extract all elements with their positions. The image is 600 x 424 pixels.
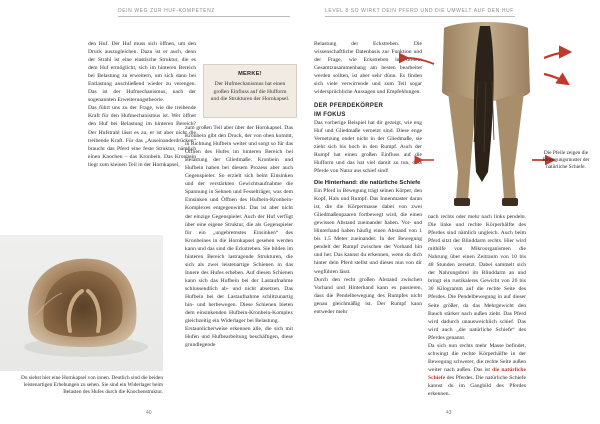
left-column-1-text: den Huf. Der Huf muss sich öffnen, um den Druck auszugleichen. Dazu ist er auch, denn der Strahl ist eine elastische Struktur, die es dem Huf ermöglicht, sich im hinteren Bereich bei Belastung zu erweitern, um sich dann bei Entlastung anschließend wieder zu verengen. Das ist der Hufmechanismus, nach der sogenannten Erweiterungstheorie. Das führt uns zu der Frage, wie die treibende Kraft für den Hufmechanismus ist. Wer öffnet den Huf bei Belastung im hinteren Bereich? Der Hufstrahl lässt es zu, er ist aber nicht die treibende Kraft. Für das „Auseinanderdrücken“ braucht das Pferd eine feste Struktur, nämlich einen Knochen – das Kronbein. Das Kronbein liegt zum kleinen Teil in der Hornkapsel, bbox=[88, 41, 196, 168]
right-page-column-2 bbox=[428, 213, 526, 398]
right-column-2-text: nach rechts oder mehr nach links pendeln. Die linke und rechte Körperhälfte des Pferdes sind nämlich ungleich. Auch beim Pferd sitzt der Blinddarm rechts. Hier wird mithilfe von Mikroorganismen die Nahrung über einen Zeitraum von 10 bis 48 Stunden zersetzt. Dabei sammelt sich der Nahrungsbrei im Blinddarm an und bringt ein rustikaleres Gewicht von 20 bis 30 Kilogramm auf die rechte Seite des Pferdes. Die Pendelbewegung in auf dieser Seite größer, da das Mehrgewicht den Bauch stärker nach außen zieht. Das Pferd wird dadurch unausweichlich schief. Das wird auch „die natürliche Schiefe“ des Pferdes genannt. Da sich nun rechts mehr Masse befindet, schwingt die rechte Körperhälfte in der Bewegung schwerer, die rechte Seite außen weiter nach außen. Das ist die natürliche Schiefe des Pferdes. Die natürliche Schiefe kannst du im Gangbild des Pferdes erkennen. bbox=[428, 214, 526, 398]
left-photo-caption: Du siehst hier eine Hornkapsel von innen. Deutlich sind die beiden leistenartigen Erhebungen zu sehen. Sie sind ein Widerlager beim Belasten des Hufes durch die Knochenstruktur. bbox=[21, 375, 163, 396]
left-page-column-2 bbox=[185, 124, 293, 382]
running-header-left: DEIN WEG ZUR HUF-KOMPETENZ bbox=[118, 8, 215, 14]
header-rule-left bbox=[118, 16, 290, 17]
section-heading-line1: DER PFERDEKÖRPER bbox=[314, 103, 384, 110]
merke-title: MERKE! bbox=[238, 71, 262, 77]
hoof-capsule-photo bbox=[0, 235, 163, 371]
page-number-right: 43 bbox=[446, 410, 452, 416]
left-page-column-1 bbox=[88, 40, 196, 232]
right-intro-text: Belastung der Eckstreben. Die wissenschaftliche Datenbasis zur Funktion und der Frage, wie Eckstreben in diesem Gesamtzusammenhang am besten bearbeitet werden sollten, ist aber sehr dünn. Es finden sich viele verwirrende und zum Teil sogar widersprüchliche Aussagen und Empfehlungen. bbox=[314, 41, 422, 96]
merke-text: Der Hufmechanismus hat einen großen Einfluss auf die Hufform und die Strukturen der Hornkapsel. bbox=[210, 81, 290, 103]
subsection-body-text: Ein Pferd in Bewegung trägt seinen Körper, den Kopf, Hals und Rumpf. Das Innenmaster daran ist, die die Körpermasse dabei von zwei Gliedmaßenpaaren fortbewegt wird, die einen gewissen Abstand zueinander haben. Vor- und Hinterhand haben häufig einen Abstand von 1 bis 1.5 Meter zueinander. In der Bewegung pendelt der Rumpf zwischen der Vorhand hin und her. Das kannst du erkennen, wenn du dich hinter dein Pferd stellst und dieses nun von dir wegführen lässt. Durch den recht großen Abstand zwischen Vorhand und Hinterhand kann es passieren, dass die Pendelbewegung des Rumpfes nicht genau gleichmäßig ist. Der Rumpf kann entweder mehr bbox=[314, 188, 422, 315]
arrow-left-upper bbox=[408, 58, 434, 64]
horse-right-hoof bbox=[502, 198, 518, 206]
page-number-left: 40 bbox=[146, 410, 152, 416]
section-heading-line2: IM FOKUS bbox=[314, 111, 346, 118]
hoof-capsule-illustration bbox=[0, 235, 163, 371]
merke-box bbox=[203, 64, 297, 118]
arrow-right-upper bbox=[544, 52, 570, 58]
highlighted-phrase: die natürliche Schiefe bbox=[428, 366, 526, 381]
left-column-2-text: zum großen Teil aber über der Hornkapsel. Das Kronbein gibt den Druck, der von oben kommt, in Richtung Hufbein weiter und sorgt so für das Öffnen des Hufes im hinteren Bereich bei Belastung der Gliedmaße. Kronbein und Hufbein haben bei diesem Prozess aber auch Gegenspieler. So erzielt sich beim Einsinken und der verstärkten Gewichtsaufnahme die Spannung in Sehnen und Fesselträger, was dem Einsinken und Öffnen des Hufbein-Kronbein-Komplexes entgegenwirkt. Das ist aber nicht der einzige Gegenspieler. Auch der Huf verfügt über eine eigene Struktur, die als Gegenspieler für ein „ungebremstes Einsinken“ des Kronbeines in die Hornkapsel gesehen werden kann und das sind die Eckstreben. Sie bilden im hinteren Bereich lastragende Strukturen, die sich als zwei leistenartige Schienen in das Innere des Hufes erheben. Auf diesen Schienen kann sich das Hufbein bei der Lastaufnahme schlussendlich ab- und nicht absetzen. Das Hufbein bei der Lastaufnahme schlitzunartig hin- und herbewegen. Diese Schienen bieten dem einsinkenden Hufbein-Kronbein-Komplex gleichzeitig ein Widerlager bei Belastung. Erstaunlicherweise erkennen alle, die sich mit Hufen und Hufbearbeitung beschäftigen, diese grundlegende bbox=[185, 125, 293, 349]
arrow-right-middle bbox=[544, 74, 568, 84]
subsection-heading: Die Hinterhand: die natürliche Schiefe bbox=[314, 180, 421, 187]
horse-left-hoof bbox=[454, 198, 470, 206]
section-body-text: Das vorherige Beispiel hat dir gezeigt, wie eng Huf und Gliedmaße vernetzt sind. Diese enge Vernetzung endet nicht in der Gliedmaße, sie zieht sich bis hoch in den Rumpf. Auch der Rumpf hat einen großen Einfluss auf die Hufform und das hat viel damit zu tun, dass Pferde von Natur aus schief sind! bbox=[314, 119, 422, 175]
header-rule-right bbox=[325, 16, 515, 17]
right-figure-caption: Die Pfeile zeigen die Bewegungsmuster der natürliche Schiefe. bbox=[542, 150, 590, 171]
running-header-right: LEVEL 8 SO WIRKT DEIN PFERD UND DIE UMWELT AUF DEN HUF bbox=[325, 8, 514, 14]
